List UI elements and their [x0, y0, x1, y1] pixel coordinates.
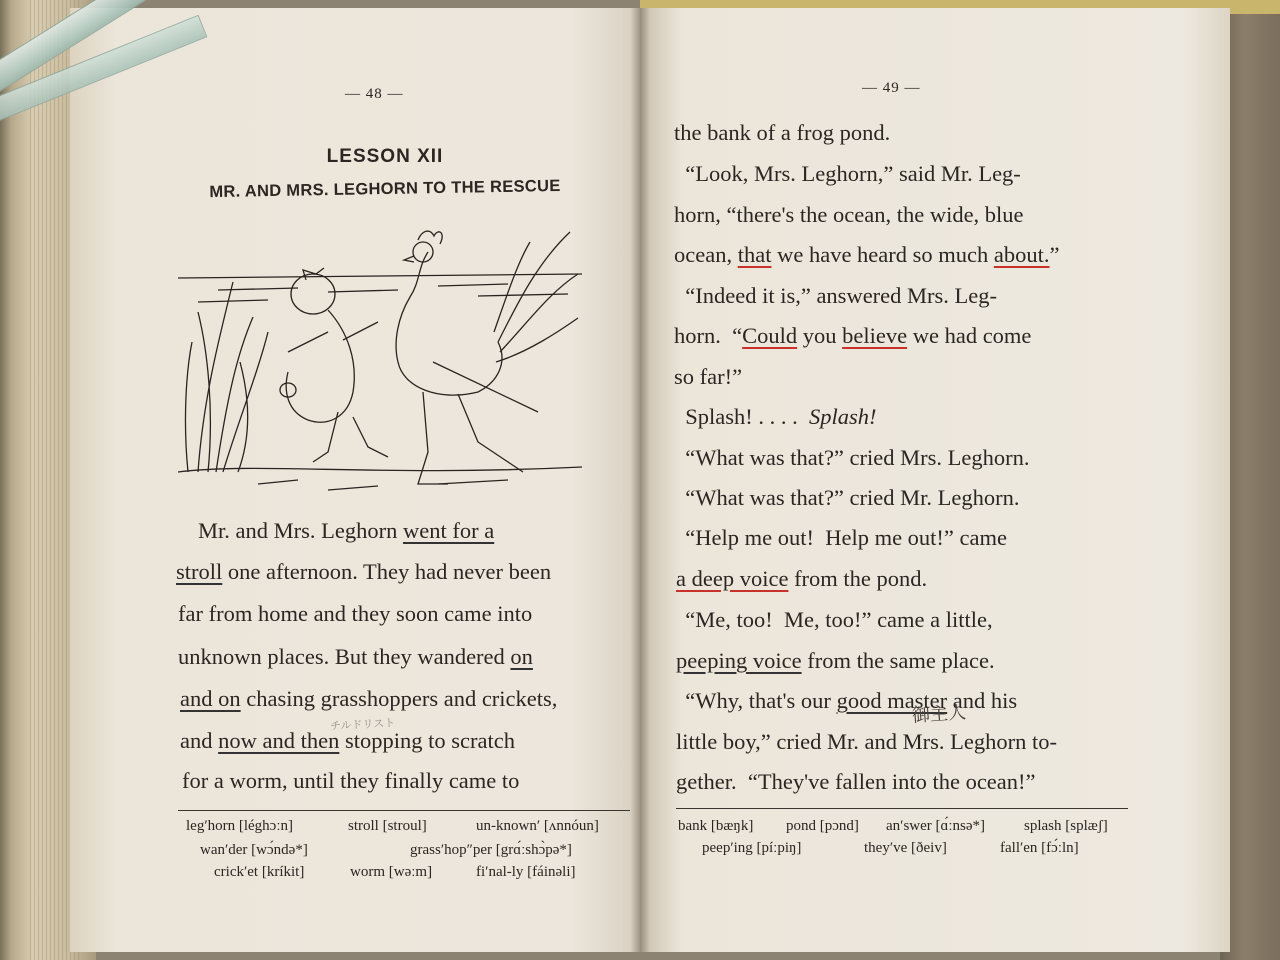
text-segment: we had come — [907, 323, 1032, 348]
vocab-entry: an′swer [ɑ́ːnsə*] — [886, 818, 986, 834]
text-segment: unknown places. But they wandered — [178, 644, 511, 669]
text-segment: “Why, that's our — [674, 688, 837, 713]
text-segment: the bank of a frog pond. — [674, 120, 891, 145]
vocab-entry: fi′nal-ly [fáinəli] — [476, 864, 576, 880]
right-text-line-8 — [674, 404, 877, 430]
vocab-entry: crick′et [kríkit] — [214, 864, 305, 880]
text-segment: so far!” — [674, 364, 743, 389]
red-underlined-word: believe — [842, 323, 908, 348]
text-segment: for a worm, until they finally came to — [182, 768, 520, 793]
vocab-entry: wan′der [wɔ́ndə*] — [200, 842, 308, 858]
footnote-rule-left — [178, 810, 630, 811]
underlined-phrase: good master — [836, 688, 948, 713]
vocab-entry: stroll [stroul] — [348, 818, 427, 834]
red-underlined-phrase: a deep voice — [676, 566, 789, 591]
text-segment: from the pond. — [788, 566, 928, 591]
lesson-title: LESSON XII — [326, 146, 444, 167]
right-text-line-16 — [676, 729, 1057, 755]
right-text-line-9 — [674, 445, 1030, 471]
red-underlined-word: Could — [742, 323, 798, 348]
vocab-entry: pond [pɔnd] — [786, 818, 859, 834]
text-segment: “Help me out! Help me out!” came — [674, 525, 1007, 550]
vocab-entry: fall′en [fɔ́ːln] — [1000, 840, 1079, 856]
vocab-entry: peep′ing [píːpiŋ] — [702, 840, 802, 856]
text-segment: from the same place. — [801, 648, 995, 673]
right-text-line-10 — [674, 485, 1020, 511]
pencil-annotation: チルドリスト — [329, 716, 396, 733]
right-text-line-17 — [676, 769, 1036, 795]
text-segment: ” — [1049, 242, 1060, 267]
underlined-phrase: peeping voice — [676, 648, 802, 673]
left-text-line-1 — [198, 518, 494, 544]
book-gutter — [630, 8, 650, 952]
vocab-entry: they′ve [ðeiv] — [864, 840, 947, 856]
vocab-entry: un-known′ [ʌnnóun] — [476, 818, 599, 834]
right-text-line-4 — [674, 242, 1060, 268]
right-text-line-5 — [674, 283, 997, 309]
right-text-line-13 — [674, 607, 993, 633]
right-text-line-6 — [674, 323, 1031, 349]
right-text-line-2 — [674, 161, 1021, 187]
footnote-rule-right — [676, 808, 1128, 809]
underlined-phrase: now and then — [218, 728, 340, 753]
left-text-line-3 — [178, 601, 532, 627]
text-segment: one afternoon. They had never been — [222, 559, 552, 584]
right-text-line-1 — [674, 120, 890, 146]
left-text-line-2 — [176, 559, 551, 585]
red-underlined-word: about. — [993, 242, 1050, 267]
text-segment: and his — [947, 688, 1018, 713]
handwritten-annotation: 御主人 — [911, 702, 967, 727]
vocab-entry: leg′horn [léghɔːn] — [186, 818, 293, 834]
right-text-line-12 — [676, 566, 927, 592]
text-segment: “What was that?” cried Mrs. Leghorn. — [674, 445, 1030, 470]
underlined-phrase: went for a — [402, 518, 495, 543]
text-segment: horn. “ — [674, 323, 743, 348]
text-segment: Splash! . . . . — [674, 404, 809, 429]
vocab-entry: worm [wəːm] — [350, 864, 433, 880]
right-text-line-11 — [674, 525, 1007, 551]
text-segment: far from home and they soon came into — [178, 601, 533, 626]
text-segment: “Indeed it is,” answered Mrs. Leg- — [674, 283, 998, 308]
page-number-left: — 48 — — [345, 86, 404, 102]
lesson-subtitle: MR. AND MRS. LEGHORN TO THE RESCUE — [209, 176, 561, 202]
text-segment: horn, “there's the ocean, the wide, blue — [674, 202, 1024, 227]
text-segment: we have heard so much — [771, 242, 994, 267]
text-segment: “Me, too! Me, too!” came a little, — [674, 607, 993, 632]
text-segment: little boy,” cried Mr. and Mrs. Leghorn to- — [676, 729, 1057, 754]
italic-text: Splash! — [809, 404, 877, 429]
red-underlined-word: that — [737, 242, 772, 267]
vocab-entry: grass′hop″per [grɑ́ːshɔ̀pə*] — [410, 842, 572, 858]
text-segment: ocean, — [674, 242, 738, 267]
right-text-line-7 — [674, 364, 742, 390]
underlined-phrase: on — [510, 644, 533, 669]
page-number-right: — 49 — — [862, 80, 921, 96]
text-segment: “What was that?” cried Mr. Leghorn. — [674, 485, 1020, 510]
right-text-line-14 — [676, 648, 995, 674]
underlined-phrase: stroll — [176, 559, 223, 584]
right-text-line-3 — [674, 202, 1024, 228]
underlined-phrase: and on — [180, 686, 241, 711]
left-text-line-4 — [178, 644, 533, 670]
text-segment: and — [180, 728, 219, 753]
vocab-entry: bank [bæŋk] — [678, 818, 754, 834]
left-text-line-5 — [180, 686, 557, 712]
text-segment: chasing grasshoppers and crickets, — [240, 686, 558, 711]
text-segment: “Look, Mrs. Leghorn,” said Mr. Leg- — [674, 161, 1021, 186]
rooster-and-hen-illustration — [178, 222, 582, 502]
vocab-entry: splash [splæʃ] — [1024, 818, 1108, 834]
text-segment: stopping to scratch — [339, 728, 515, 753]
right-page — [640, 8, 1230, 952]
text-segment: gether. “They've fallen into the ocean!” — [676, 769, 1036, 794]
text-segment: Mr. and Mrs. Leghorn — [198, 518, 403, 543]
left-text-line-7 — [182, 768, 519, 794]
text-segment: you — [797, 323, 843, 348]
